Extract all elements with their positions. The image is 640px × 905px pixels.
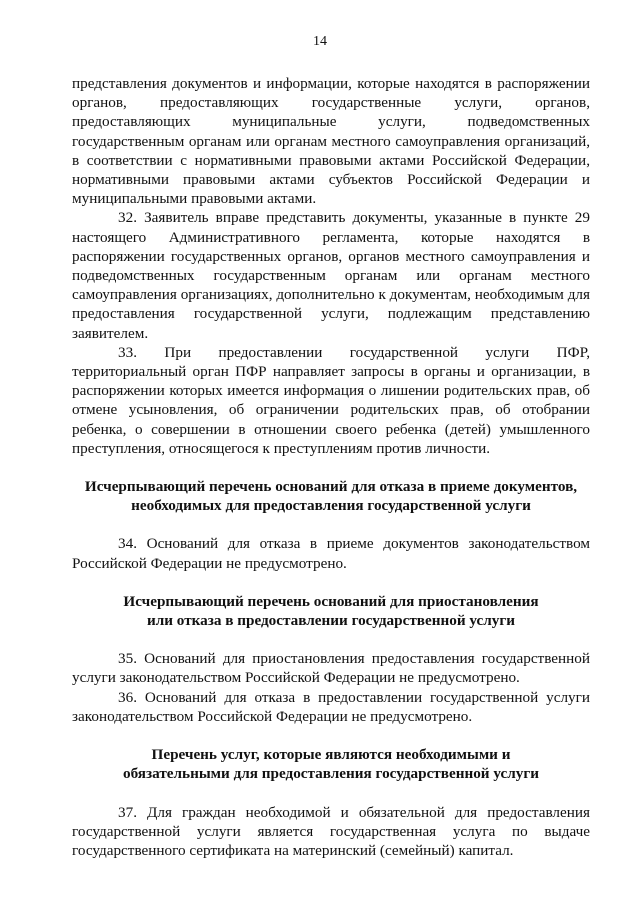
page-number: 14	[313, 34, 327, 49]
section-heading-refusal-documents	[72, 477, 590, 515]
heading-line-2: необходимых для предоставления государственной услуги	[131, 497, 531, 515]
heading-line-1: Исчерпывающий перечень оснований для приостановления	[123, 592, 539, 610]
paragraph-34: 34. Оснований для отказа в приеме документов законодательством Российской Федерации не предусмотрено.	[72, 535, 590, 572]
section-heading-required-services	[72, 745, 590, 783]
section-heading-suspension	[72, 592, 590, 630]
heading-line-2: обязательными для предоставления государственной услуги	[122, 765, 539, 783]
paragraph-32: 32. Заявитель вправе представить документы, указанные в пункте 29 настоящего Административного регламента, которые находятся в распоряжении государственных органов, органов местного самоуправления и подведомственных государственным органам или органам местного самоуправления организациях, дополнительно к документам, необходимым для предоставления государственной услуги, подлежащим представлению заявителем.	[72, 209, 590, 342]
heading-line-1: Исчерпывающий перечень оснований для отказа в приеме документов,	[84, 478, 578, 496]
paragraph-37: 37. Для граждан необходимой и обязательной для предоставления государственной услуги является государственная услуга по выдаче государственного сертификата на материнский (семейный) капитал.	[72, 803, 590, 859]
heading-line-1: Перечень услуг, которые являются необходимыми и	[151, 746, 511, 764]
document-body	[72, 74, 590, 860]
paragraph-continuation: представления документов и информации, которые находятся в распоряжении органов, предоставляющих государственные услуги, органов, предоставляющих муниципальные услуги, подведомственных государственным органам или органам местного самоуправления организаций, в соответствии с нормативными правовыми актами Российской Федерации, нормативными правовыми актами субъектов Российской Федерации и муниципальными правовыми актами.	[72, 75, 590, 208]
paragraph-33: 33. При предоставлении государственной услуги ПФР, территориальный орган ПФР направляет запросы в органы и организации, в распоряжении которых имеется информация о лишении родительских прав, об отмене усыновления, об ограничении родительских прав, об отобрании ребенка, о совершении в отношении своего ребенка (детей) умышленного преступления, относящегося к преступлениям против личности.	[72, 343, 590, 457]
paragraph-36: 36. Оснований для отказа в предоставлении государственной услуги законодательством Российской Федерации не предусмотрено.	[72, 688, 590, 725]
paragraph-35: 35. Оснований для приостановления предоставления государственной услуги законодательством Российской Федерации не предусмотрено.	[72, 650, 590, 687]
heading-line-2: или отказа в предоставлении государственной услуги	[146, 612, 515, 630]
